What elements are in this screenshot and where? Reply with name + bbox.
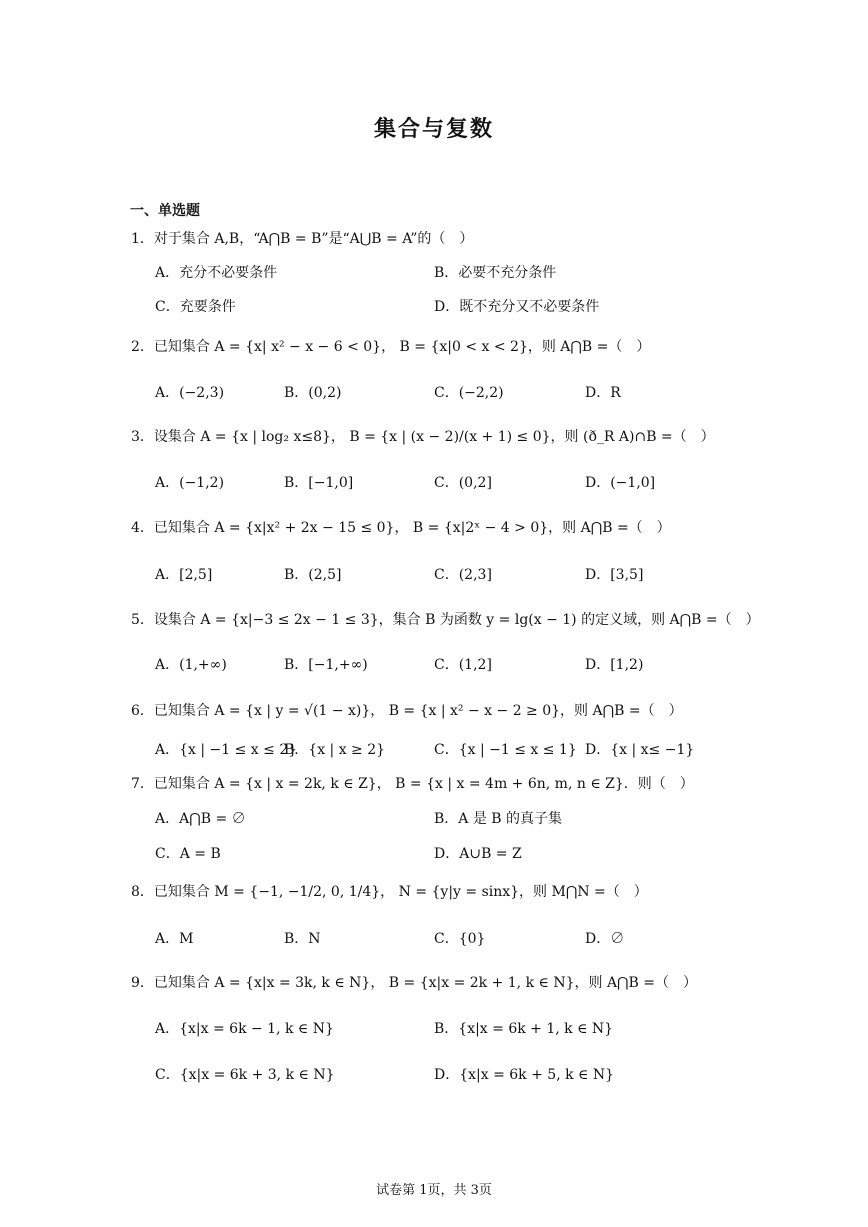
question-1-option-d: D．既不充分又不必要条件 [434,299,600,315]
question-2-option-a: A．(−2,3) [155,385,225,401]
question-6-option-c: C．{x | −1 ≤ x ≤ 1} [434,742,577,758]
question-1-option-c: C．充要条件 [155,299,236,315]
question-3-option-c: C．(0,2] [434,475,492,491]
question-9-option-d: D．{x|x = 6k + 5, k ∈ N} [434,1067,615,1083]
page-footer: 试卷第 1页，共 3页 [376,1183,492,1198]
section-heading: 一、单选题 [130,203,200,219]
question-2-option-c: C．(−2,2) [434,385,504,401]
page-title: 集合与复数 [373,117,494,142]
question-2-option-b: B．(0,2) [284,385,342,401]
question-5-stem: 5．设集合 A = {x|−3 ≤ 2x − 1 ≤ 3}，集合 B 为函数 y = lg(x − 1) 的定义域，则 A⋂B =（ ） [131,612,760,628]
question-3-option-b: B．[−1,0] [284,475,354,491]
question-6-stem: 6．已知集合 A = {x | y = √(1 − x)}， B = {x | x² − x − 2 ≥ 0}，则 A⋂B =（ ） [131,703,683,719]
question-9-stem: 9．已知集合 A = {x|x = 3k, k ∈ N}， B = {x|x = 2k + 1, k ∈ N}，则 A⋂B =（ ） [131,975,698,991]
question-6-option-d: D．{x | x≤ −1} [585,742,695,758]
question-2-option-d: D．R [585,385,621,401]
question-1-option-b: B．必要不充分条件 [434,265,557,281]
question-7-option-a: A．A⋂B = ∅ [155,811,246,827]
question-8-stem: 8．已知集合 M = {−1, −1/2, 0, 1/4}， N = {y|y = sinx}，则 M⋂N =（ ） [131,884,648,900]
question-4-option-a: A．[2,5] [155,567,213,583]
question-7-option-c: C．A = B [155,846,221,862]
question-8-option-c: C．{0} [434,931,486,947]
question-6-option-a: A．{x | −1 ≤ x ≤ 2} [155,742,298,758]
question-8-option-b: B．N [284,931,321,947]
question-5-option-d: D．[1,2) [585,657,644,673]
question-6-option-b: B．{x | x ≥ 2} [284,742,386,758]
question-5-option-a: A．(1,+∞) [155,657,227,673]
question-3-stem: 3．设集合 A = {x | log₂ x≤8}， B = {x | (x − 2)/(x + 1) ≤ 0}，则 (ð_R A)∩B =（ ） [131,429,715,445]
question-8-option-d: D．∅ [585,931,625,947]
question-7-option-d: D．A∪B = Z [434,846,522,862]
question-7-stem: 7．已知集合 A = {x | x = 2k, k ∈ Z}， B = {x | x = 4m + 6n, m, n ∈ Z}．则（ ） [131,776,694,792]
question-9-option-a: A．{x|x = 6k − 1, k ∈ N} [155,1021,334,1037]
question-5-option-c: C．(1,2] [434,657,492,673]
question-1-option-a: A．充分不必要条件 [155,265,278,281]
question-5-option-b: B．[−1,+∞) [284,657,368,673]
question-4-stem: 4．已知集合 A = {x|x² + 2x − 15 ≤ 0}， B = {x|2ˣ − 4 > 0}，则 A⋂B =（ ） [131,520,671,536]
question-1-stem: 1．对于集合 A,B，“A⋂B = B”是“A⋃B = A”的（ ） [131,231,474,247]
question-4-option-d: D．[3,5] [585,567,644,583]
question-2-stem: 2．已知集合 A = {x| x² − x − 6 < 0}， B = {x|0 < x < 2}，则 A⋂B =（ ） [131,339,651,355]
question-4-option-b: B．(2,5] [284,567,342,583]
question-4-option-c: C．(2,3] [434,567,492,583]
question-7-option-b: B．A 是 B 的真子集 [434,811,563,827]
question-8-option-a: A．M [155,931,194,947]
question-9-option-c: C．{x|x = 6k + 3, k ∈ N} [155,1067,335,1083]
question-3-option-d: D．(−1,0] [585,475,656,491]
question-3-option-a: A．(−1,2) [155,475,225,491]
question-9-option-b: B．{x|x = 6k + 1, k ∈ N} [434,1021,614,1037]
